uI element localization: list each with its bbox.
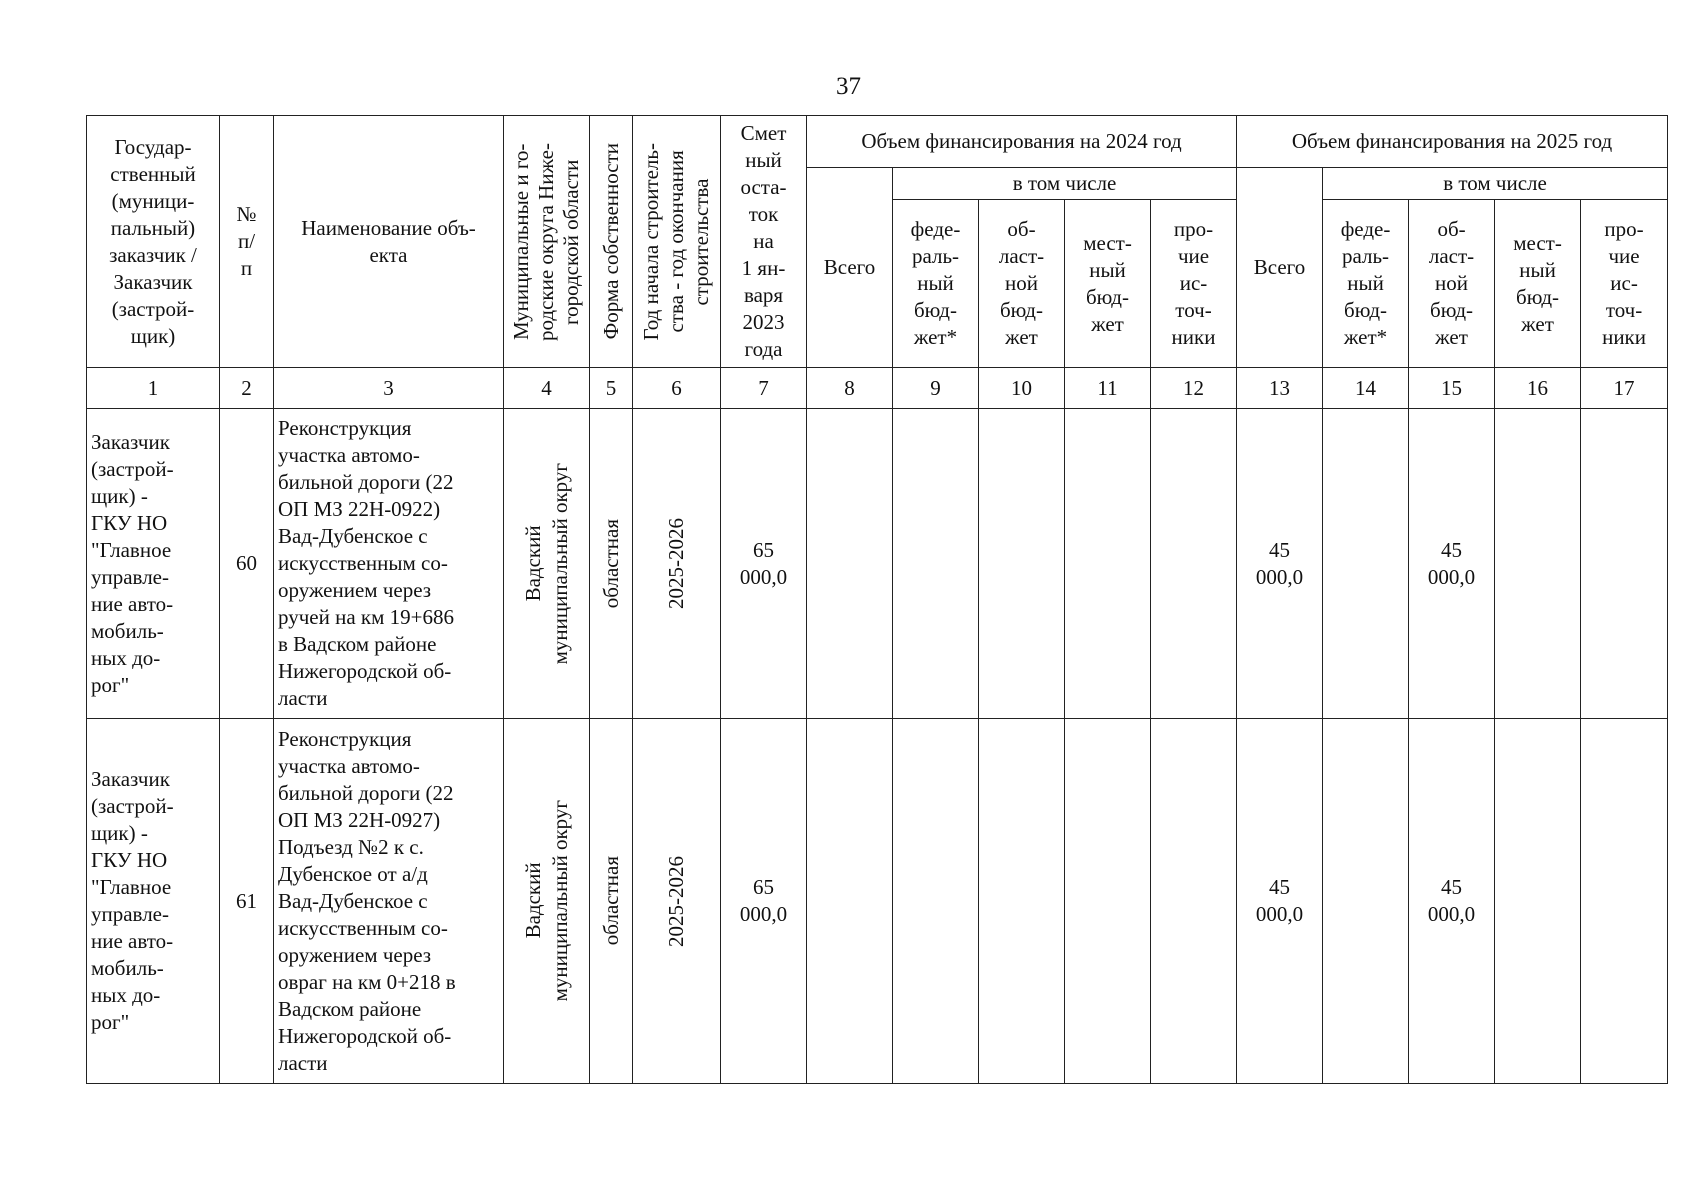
column-number-row bbox=[87, 368, 1668, 409]
row-municipality: Вадский муниципальный округ bbox=[520, 462, 572, 665]
row-ownership-cell bbox=[590, 719, 633, 1084]
header-2024-other: про- чие ис- точ- ники bbox=[1151, 200, 1237, 368]
column-number: 1 bbox=[87, 368, 220, 409]
header-customer: Государ- ственный (муници- пальный) заказчик / Заказчик (застрой- щик) bbox=[87, 116, 220, 368]
header-index: № п/ п bbox=[220, 116, 274, 368]
row-2025-total: 45 000,0 bbox=[1237, 719, 1323, 1084]
header-ownership: Форма собственности bbox=[598, 143, 623, 340]
row-2024-federal bbox=[893, 409, 979, 719]
row-2024-total bbox=[807, 409, 893, 719]
row-ownership: областная bbox=[598, 518, 623, 609]
row-object-name: Реконструкция участка автомо- бильной дороги (22 ОП МЗ 22Н-0922) Вад-Дубенское с искусственным со- оружением через ручей на км 19+686 в Вадском районе Нижегородской об- ласти bbox=[274, 409, 504, 719]
column-number: 6 bbox=[633, 368, 721, 409]
column-number: 17 bbox=[1581, 368, 1668, 409]
column-number: 9 bbox=[893, 368, 979, 409]
header-2024-federal: феде- раль- ный бюд- жет* bbox=[893, 200, 979, 368]
header-funding-2024: Объем финансирования на 2024 год bbox=[807, 116, 1237, 168]
row-2025-regional: 45 000,0 bbox=[1409, 409, 1495, 719]
row-2025-federal bbox=[1323, 719, 1409, 1084]
row-2024-local bbox=[1065, 719, 1151, 1084]
row-ownership-cell bbox=[590, 409, 633, 719]
header-2025-total: Всего bbox=[1237, 168, 1323, 368]
row-2024-total bbox=[807, 719, 893, 1084]
row-2025-regional: 45 000,0 bbox=[1409, 719, 1495, 1084]
row-years-cell bbox=[633, 409, 721, 719]
row-customer: Заказчик (застрой- щик) - ГКУ НО "Главное управле- ние авто- мобиль- ных до- рог" bbox=[87, 719, 220, 1084]
table-row bbox=[87, 719, 1668, 1084]
header-object-name: Наименование объ- екта bbox=[274, 116, 504, 368]
row-ownership: областная bbox=[598, 856, 623, 946]
row-estimate: 65 000,0 bbox=[721, 719, 807, 1084]
header-2025-including: в том числе bbox=[1323, 168, 1668, 200]
column-number: 13 bbox=[1237, 368, 1323, 409]
row-2025-total: 45 000,0 bbox=[1237, 409, 1323, 719]
row-2025-other bbox=[1581, 719, 1668, 1084]
row-years: 2025-2026 bbox=[664, 518, 688, 609]
header-estimate: Смет ный оста- ток на 1 ян- варя 2023 года bbox=[721, 116, 807, 368]
table-row bbox=[87, 409, 1668, 719]
header-municipality: Муниципальные и го- родские округа Ниже- городской области bbox=[509, 142, 583, 341]
row-years: 2025-2026 bbox=[664, 855, 688, 947]
column-number: 11 bbox=[1065, 368, 1151, 409]
column-number: 8 bbox=[807, 368, 893, 409]
column-number: 3 bbox=[274, 368, 504, 409]
header-2025-regional: об- ласт- ной бюд- жет bbox=[1409, 200, 1495, 368]
header-2025-other: про- чие ис- точ- ники bbox=[1581, 200, 1668, 368]
header-funding-2025: Объем финансирования на 2025 год bbox=[1237, 116, 1668, 168]
row-2024-regional bbox=[979, 719, 1065, 1084]
row-years-cell bbox=[633, 719, 721, 1084]
header-2024-local: мест- ный бюд- жет bbox=[1065, 200, 1151, 368]
row-2024-regional bbox=[979, 409, 1065, 719]
column-number: 5 bbox=[590, 368, 633, 409]
row-customer: Заказчик (застрой- щик) - ГКУ НО "Главное управле- ние авто- мобиль- ных до- рог" bbox=[87, 409, 220, 719]
row-2025-federal bbox=[1323, 409, 1409, 719]
row-estimate: 65 000,0 bbox=[721, 409, 807, 719]
row-2025-local bbox=[1495, 409, 1581, 719]
column-number: 10 bbox=[979, 368, 1065, 409]
row-municipality-cell bbox=[504, 409, 590, 719]
header-municipality-cell bbox=[504, 116, 590, 368]
row-object-name: Реконструкция участка автомо- бильной дороги (22 ОП МЗ 22Н-0927) Подъезд №2 к с. Дубенское от а/д Вад-Дубенское с искусственным со- оружением через овраг на км 0+218 в Вадском районе Нижегородской об- ласти bbox=[274, 719, 504, 1084]
row-2025-local bbox=[1495, 719, 1581, 1084]
header-2025-local: мест- ный бюд- жет bbox=[1495, 200, 1581, 368]
header-years: Год начала строитель- ства - год окончания строительства bbox=[639, 142, 713, 341]
column-number: 16 bbox=[1495, 368, 1581, 409]
header-2024-regional: об- ласт- ной бюд- жет bbox=[979, 200, 1065, 368]
row-2024-federal bbox=[893, 719, 979, 1084]
header-2024-including: в том числе bbox=[893, 168, 1237, 200]
header-years-cell bbox=[633, 116, 721, 368]
row-2024-local bbox=[1065, 409, 1151, 719]
row-municipality: Вадский муниципальный округ bbox=[520, 800, 572, 1002]
header-2024-total: Всего bbox=[807, 168, 893, 368]
page-number: 37 bbox=[836, 73, 861, 100]
row-index: 61 bbox=[220, 719, 274, 1084]
row-2024-other bbox=[1151, 409, 1237, 719]
column-number: 2 bbox=[220, 368, 274, 409]
column-number: 4 bbox=[504, 368, 590, 409]
column-number: 15 bbox=[1409, 368, 1495, 409]
row-2025-other bbox=[1581, 409, 1668, 719]
column-number: 14 bbox=[1323, 368, 1409, 409]
funding-table bbox=[86, 115, 1668, 1084]
column-number: 7 bbox=[721, 368, 807, 409]
row-2024-other bbox=[1151, 719, 1237, 1084]
row-index: 60 bbox=[220, 409, 274, 719]
column-number: 12 bbox=[1151, 368, 1237, 409]
row-municipality-cell bbox=[504, 719, 590, 1084]
header-2025-federal: феде- раль- ный бюд- жет* bbox=[1323, 200, 1409, 368]
header-ownership-cell bbox=[590, 116, 633, 368]
